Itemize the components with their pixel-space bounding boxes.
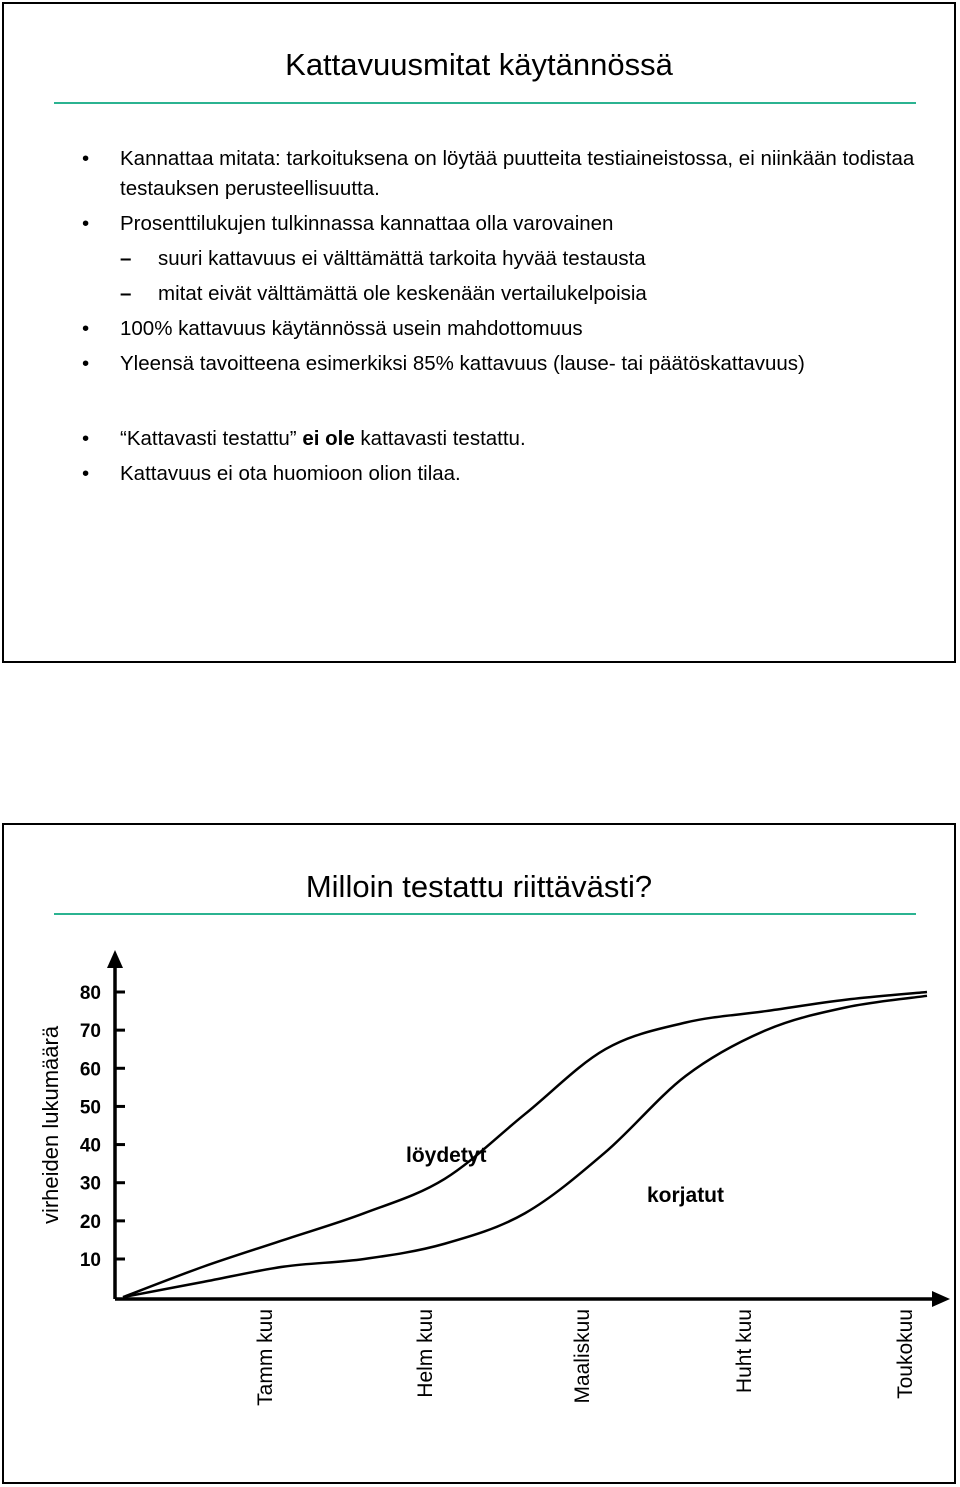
slide-milloin-testattu: [2, 823, 956, 1484]
x-axis-arrow: [932, 1291, 950, 1307]
x-tick-label: Tamm kuu: [254, 1309, 277, 1406]
list-item: [82, 314, 922, 344]
sub-list-item: [82, 244, 922, 274]
bullet-marker: •: [82, 317, 90, 340]
x-tick-label: Huht kuu: [733, 1309, 756, 1394]
list-item: [82, 209, 922, 239]
sub-list-item: [82, 279, 922, 309]
x-tick-label: Maaliskuu: [571, 1309, 594, 1404]
x-tick-label: Helm kuu: [414, 1309, 437, 1398]
y-tick-label: 10: [79, 1250, 101, 1271]
bullet-marker: •: [82, 212, 90, 235]
y-tick-label: 80: [79, 983, 101, 1004]
item-text: Kannattaa mitata: tarkoituksena on löytää puutteita testiaineistossa, ei niinkään todistaa testauksen perusteellisuutta.: [120, 147, 915, 200]
item-text: suuri kattavuus ei välttämättä tarkoita hyvää testausta: [158, 247, 646, 270]
item-text: Yleensä tavoitteena esimerkiksi 85% kattavuus (lause- tai päätöskattavuus): [120, 352, 805, 375]
slide2-title: Milloin testattu riittävästi?: [305, 869, 653, 904]
item-text-pre: “Kattavasti testattu”: [120, 427, 303, 450]
item-text: 100% kattavuus käytännössä usein mahdottomuus: [120, 317, 583, 340]
x-ticks: [254, 1309, 917, 1406]
dash-marker: –: [120, 247, 132, 270]
series-line-loydetyt: [123, 992, 927, 1297]
y-axis-label: virheiden lukumäärä: [38, 1025, 63, 1225]
series-label: löydetyt: [406, 1144, 487, 1167]
bullet-marker: •: [82, 427, 90, 450]
y-tick-label: 40: [79, 1135, 101, 1157]
dash-marker: –: [120, 282, 132, 305]
y-ticks: [80, 983, 125, 1271]
series-label: korjatut: [647, 1184, 725, 1207]
y-tick-label: 20: [79, 1211, 101, 1233]
y-axis-arrow: [107, 950, 123, 968]
bullet-marker: •: [82, 147, 90, 170]
bullet-list: [82, 144, 922, 489]
y-tick-label: 60: [79, 1059, 101, 1081]
x-tick-label: Toukokuu: [894, 1309, 917, 1399]
slide1-title: Kattavuusmitat käytännössä: [285, 47, 673, 82]
item-text: Prosenttilukujen tulkinnassa kannattaa olla varovainen: [120, 212, 614, 235]
y-tick-label: 70: [79, 1021, 101, 1043]
series-layer: [123, 992, 927, 1297]
list-item: [82, 349, 922, 379]
list-item: [82, 144, 922, 204]
item-text: mitat eivät välttämättä ole keskenään vertailukelpoisia: [158, 282, 647, 305]
bug-count-chart: [4, 825, 954, 1482]
y-tick-label: 50: [79, 1097, 101, 1119]
y-tick-label: 30: [79, 1173, 101, 1195]
list-item: [82, 459, 922, 489]
list-item: [82, 424, 922, 454]
item-text: Kattavuus ei ota huomioon olion tilaa.: [120, 462, 461, 485]
item-text-post: kattavasti testattu.: [354, 427, 526, 450]
slide-kattavuusmitat: [2, 2, 956, 663]
bullet-marker: •: [82, 462, 90, 485]
title-rule: [54, 102, 916, 104]
bullet-marker: •: [82, 352, 90, 375]
item-text-bold: ei ole: [302, 427, 355, 450]
